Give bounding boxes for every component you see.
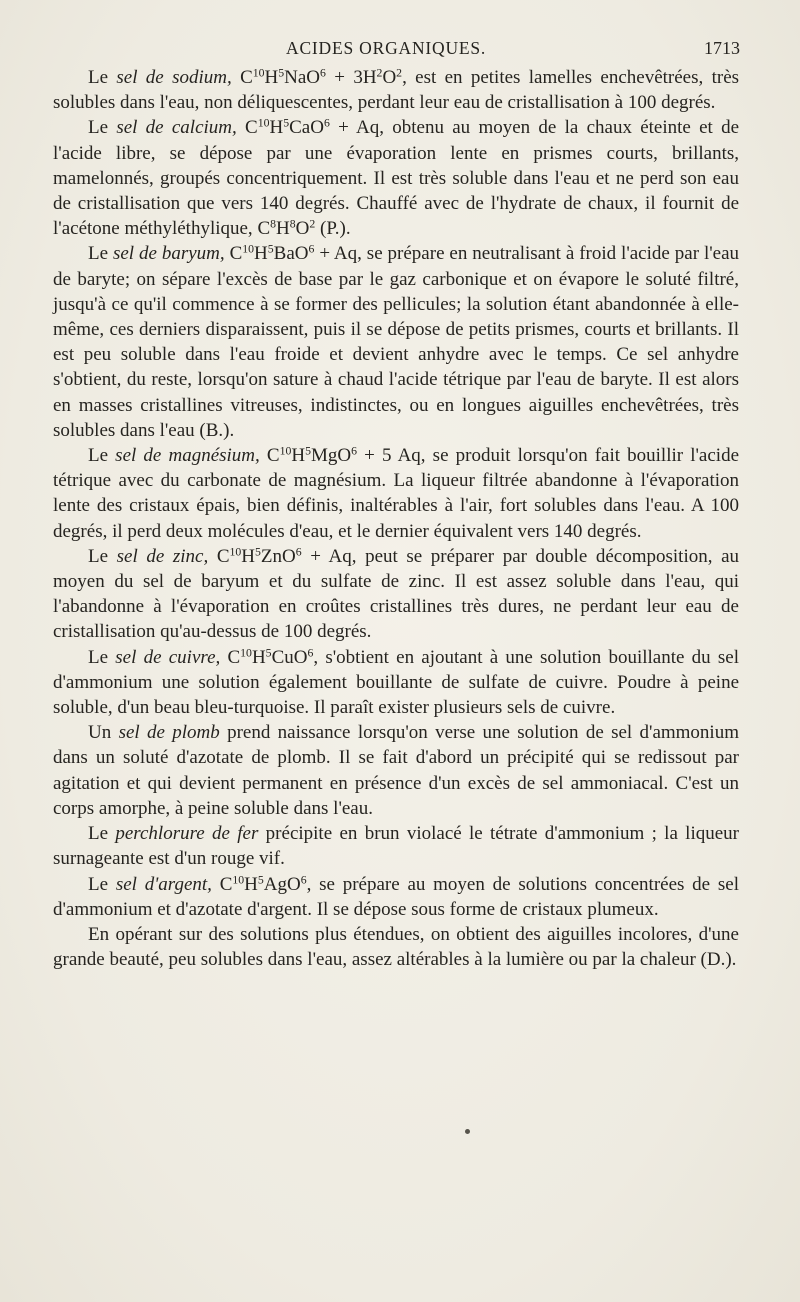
paragraph-text: , est en petites lamelles enchevêtrées, très solubles dans l'eau, non déliquescentes, perdant leur eau de cristallisation à 100 degrés. [53, 67, 740, 114]
formula: $C^{10}H^5MgO^6 + 5$ Aq [266, 444, 421, 467]
paragraph-text: précipite en brun violacé le tétrate d'ammonium ; la liqueur surnageante est d'un rouge vif. [53, 823, 739, 870]
lead: Le [88, 873, 116, 895]
lead: Le [88, 545, 117, 567]
paragraph-sel-calcium [53, 115, 739, 241]
salt-name: sel d'argent, [115, 873, 212, 895]
paragraph-text: , obtenu au moyen de la chaux éteinte et de l'acide libre, se dépose par une évaporation lente en prismes courts, brillants, mamelonnés, groupés concentriquement. Il est très soluble dans l'eau et ne perd son eau de cristallisation que vers 140 degrés. Chauffé avec de l'hydrate de chaux, il fournit de l'acétone méthyléthylique, [53, 117, 740, 240]
running-title: ACIDES ORGANIQUES. [286, 38, 487, 58]
paragraph-text: (P.). [315, 218, 351, 240]
formula: $C^{10}H^5BaO^6 + Aq$ [229, 242, 358, 265]
formula: $C^{10}H^5NaO^6 + 3H^2O^2$ [240, 66, 403, 88]
salt-name: sel de baryum, [112, 243, 225, 265]
salt-name: sel de calcium, [116, 117, 237, 139]
formula: $C^{10}H^5ZnO^6 + Aq$ [216, 545, 352, 567]
running-header [56, 38, 740, 64]
paragraph-sel-zinc [53, 544, 739, 645]
lead: Le [88, 117, 117, 139]
formula: $C^{10}H^5CuO^6$ [227, 646, 314, 668]
salt-name: sel de magnésium, [115, 445, 260, 467]
salt-name: sel de sodium, [116, 67, 232, 88]
lead: Le [88, 243, 113, 265]
salt-name: sel de plomb [118, 722, 220, 744]
paragraph-sel-argent [53, 872, 739, 922]
paragraph-sel-baryum [53, 241, 739, 443]
salt-name: sel de zinc, [116, 545, 209, 567]
paragraph-text: , peut se préparer par double décomposition, au moyen du sel de baryum et du sulfate de zinc. Il est assez soluble dans l'eau, qui l'abandonne à l'évaporation en croûtes cristallines très dures, ne perdant leur eau de cristallisation qu'au-dessus de 100 degrés. [53, 545, 740, 643]
paragraph-sel-cuivre [53, 645, 739, 721]
paragraph-solutions-etendues [53, 922, 739, 972]
paragraph-text: En opérant sur des solutions plus étendues, on obtient des aiguilles incolores, d'une grande beauté, peu solubles dans l'eau, assez altérables à la lumière ou par la chaleur (D.). [53, 923, 739, 971]
salt-name: sel de cuivre, [115, 646, 221, 668]
page-number: 1713 [704, 38, 740, 58]
ink-dot [465, 1129, 470, 1134]
paragraph-text: prend naissance lorsqu'on verse une solution de sel d'ammonium dans un soluté d'azotate de plomb. Il se fait d'abord un précipité qui se redissout par agitation et qui devient permanent en présence d'un excès de sel ammoniacal. C'est un corps amorphe, à peine soluble dans l'eau. [53, 722, 739, 819]
paragraph-sel-sodium [53, 65, 739, 115]
formula: $C^{10}H^5AgO^6$ [219, 873, 307, 895]
formula: $C^{10}H^5CaO^6 + Aq$ [245, 116, 380, 139]
lead: Un [88, 722, 119, 744]
paragraph-perchlorure [53, 821, 739, 871]
salt-name: perchlorure de fer [115, 823, 259, 845]
paragraph-text: , se prépare au moyen de solutions concentrées de sel d'ammonium et d'azotate d'argent. Il se dépose sous forme de cristaux plumeux. [53, 873, 739, 920]
formula: $C^8H^8O^2$ [257, 217, 316, 240]
paragraph-text: , se produit lorsqu'on fait bouillir l'acide tétrique avec du carbonate de magnésium. La liqueur filtrée abandonne à l'évaporation lente des cristaux épais, bien définis, inaltérables à l'air, fort solubles dans l'eau. A 100 degrés, il perd deux molécules d'eau, et le dernier équivalent vers 140 degrés. [53, 445, 740, 542]
paragraph-sel-magnesium [53, 443, 739, 544]
body-text [53, 65, 739, 972]
paragraph-text: , s'obtient en ajoutant à une solution bouillante du sel d'ammonium une solution également bouillante de sulfate de cuivre. Poudre à peine soluble, d'un beau bleu-turquoise. Il paraît exister plusieurs sels de cuivre. [53, 646, 739, 719]
lead: Le [88, 646, 116, 668]
lead: Le [88, 823, 116, 845]
lead: Le [88, 445, 116, 467]
lead: Le [88, 67, 117, 88]
paragraph-text: , se prépare en neutralisant à froid l'acide par l'eau de baryte; on sépare l'excès de base par le gaz carbonique et on évapore le soluté filtré, jusqu'à ce qu'il commence à se former des pellicules; la solution étant abandonnée à elle-même, ces derniers disparaissent, puis il se dépose de petits prismes, courts et brillants. Il est peu soluble dans l'eau froide et devient anhydre avec le temps. Ce sel anhydre s'obtient, du reste, lorsqu'on sature à chaud l'acide tétrique par l'eau de baryte. Il est alors en masses cristallines vitreuses, indistinctes, ou en longues aiguilles enchevêtrées, très solubles dans l'eau (B.). [53, 243, 740, 441]
paragraph-sel-plomb [53, 720, 739, 821]
